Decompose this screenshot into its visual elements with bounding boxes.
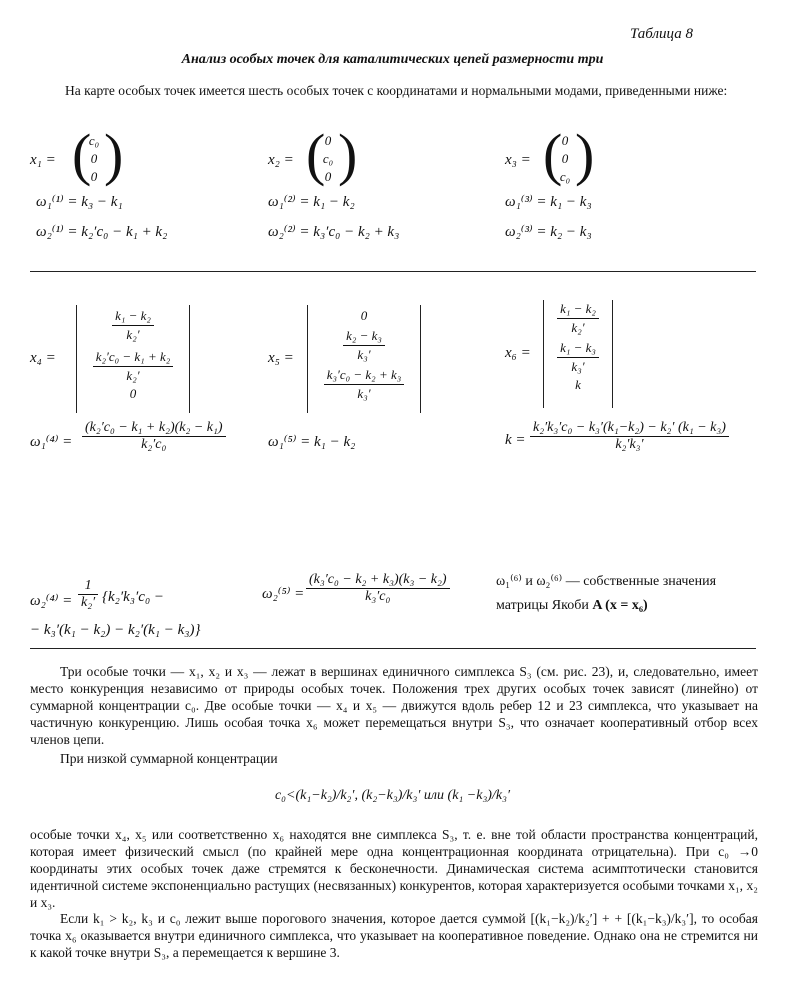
x1-comp-3: 0 (90, 169, 98, 184)
k-fraction (530, 420, 729, 453)
left-paren-icon: ( (543, 122, 563, 187)
x6-comp-1-den: k₂′ (571, 320, 585, 335)
x4-omega1-lhs: ω₁⁽⁴⁾ = (30, 434, 73, 450)
x3-omega1: ω₁⁽³⁾ = k₁ − k₃ (505, 194, 592, 210)
x4-omega2-frac-num: 1 (78, 578, 98, 595)
right-paren-icon: ) (338, 122, 358, 187)
x4-comp-1 (77, 307, 189, 344)
x6-omega-text-2: матрицы Якоби (496, 598, 589, 613)
x6-comp-2-num: k₁ − k₃ (557, 339, 599, 358)
k-num: k₂′k₃′c₀ − k₃′(k₁−k₂) − k₂′ (k₁ − k₃) (530, 420, 729, 437)
x2-vector (318, 132, 338, 186)
x4-omega1-den: k₂′c₀ (141, 437, 167, 452)
x6-comp-2-den: k₃′ (571, 359, 585, 374)
x6-comp-1 (544, 300, 612, 337)
x2-omega1: ω₁⁽²⁾ = k₁ − k₂ (268, 194, 355, 210)
x3-label: x₃ = (505, 152, 531, 168)
x4-label: x₄ = (30, 350, 56, 366)
x5-omega2-den: k₃′c₀ (365, 589, 391, 604)
x3-vector (555, 132, 575, 186)
paragraph-4: Если k₁ > k₂, k₃ и c₀ лежит выше порогового значения, которое дается суммой [(k₁−k₂)/k₂′] + + [(k₁−k₃)/k₃′], то особая точка x₆ оказывается внутри единичного симплекса, что указывает на кооперативное поведение. Однако она не стремится ни к какой точке внутри S₃, а перемещается к вершине 3. (30, 911, 758, 960)
condition-formula: c₀<(k₁−k₂)/k₂′, (k₂−k₃)/k₃′ или (k₁ −k₃)/k₃′ (274, 788, 511, 803)
paragraph-3: особые точки x₄, x₅ или соответственно x₆ находятся вне симплекса S₃, т. е. вне той области пространства концентраций, которая имеет физический смысл (по крайней мере одна концентрационная координата отрицательна). При c₀ →0 координаты этих особых точек даже стремятся к бесконечности. Динамическая система асимптотически становится идентичной системе экспоненциально растущих (несвязанных) конкурентов, которая характеризуется особыми точками x₁, x₂ и x₃. (30, 827, 758, 910)
divider (30, 271, 756, 272)
x5-omega2-num: (k₃′c₀ − k₂ + k₃)(k₃ − k₂) (306, 572, 450, 589)
x6-label: x₆ = (505, 345, 531, 361)
right-paren-icon: ) (104, 122, 124, 187)
x2-label: x₂ = (268, 152, 294, 168)
x4-omega2-line-2: − k₃′(k₁ − k₂) − k₂′(k₁ − k₃)} (30, 622, 201, 638)
x6-omega-text-1: ω₁⁽⁶⁾ и ω₂⁽⁶⁾ — собственные значения (496, 574, 717, 589)
x2-omega2: ω₂⁽²⁾ = k₃′c₀ − k₂ + k₃ (268, 224, 400, 240)
x1-omega2: ω₂⁽¹⁾ = k₂′c₀ − k₁ + k₂ (36, 224, 168, 240)
x1-comp-1: c₀ (88, 133, 100, 148)
x6-comp-1-num: k₁ − k₂ (557, 300, 599, 319)
table-title: Анализ особых точек для каталитических цепей размерности три (181, 52, 604, 67)
x4-comp-2 (77, 348, 189, 385)
x5-vector (307, 305, 421, 413)
right-paren-icon: ) (575, 122, 595, 187)
x6-vector (543, 300, 613, 408)
x6-omega-text-3: A (x = x₆) (592, 598, 648, 613)
x6-omega-description (496, 570, 748, 618)
left-paren-icon: ( (72, 122, 92, 187)
x5-label: x₅ = (268, 350, 294, 366)
x4-omega2-lhs: ω₂⁽⁴⁾ = (30, 593, 73, 609)
x4-omega2-line-1: {k₂′k₃′c₀ − (102, 589, 165, 605)
x3-comp-3: c₀ (559, 169, 571, 184)
x6-comp-2 (544, 339, 612, 376)
x3-comp-2: 0 (561, 151, 569, 166)
k-den: k₂′k₃′ (615, 437, 644, 452)
x3-comp-1: 0 (561, 133, 569, 148)
x2-comp-1: 0 (324, 133, 332, 148)
x6-omega-line-2 (496, 594, 748, 618)
x2-comp-3: 0 (324, 169, 332, 184)
k-lhs: k = (505, 432, 526, 448)
x4-vector (76, 305, 190, 413)
x3-omega2: ω₂⁽³⁾ = k₂ − k₃ (505, 224, 592, 240)
x4-comp-1-num: k₁ − k₂ (112, 307, 154, 326)
paragraph-1: Три особые точки — x₁, x₂ и x₃ — лежат в вершинах единичного симплекса S₃ (см. рис. 23), и, следовательно, имеет место конкуренция независимо от природы особых точек. Положения трех других особых точек зависят (линейно) от суммарной концентрации c₀. Две особые точки — x₄ и x₅ — движутся вдоль ребер 12 и 23 симплекса, что указывает на частичную конкуренцию. Лишь особая точка x₆ может перемещаться внутри S₃, что означает кооперативный отбор всех членов цепи. (30, 664, 758, 747)
x4-comp-2-num: k₂′c₀ − k₁ + k₂ (93, 348, 174, 367)
x5-comp-1: 0 (360, 308, 368, 323)
left-paren-icon: ( (306, 122, 326, 187)
table-number: Таблица 8 (630, 26, 693, 42)
paragraph-2: При низкой суммарной концентрации (60, 751, 278, 766)
x4-comp-3: 0 (129, 386, 137, 401)
x5-comp-2-den: k₃′ (357, 347, 371, 362)
x5-comp-2 (308, 327, 420, 364)
x5-omega2-fraction (306, 572, 450, 605)
x5-comp-3-num: k₃′c₀ − k₂ + k₃ (324, 366, 405, 385)
x5-comp-3 (308, 366, 420, 403)
x5-comp-2-num: k₂ − k₃ (343, 327, 385, 346)
x1-omega1: ω₁⁽¹⁾ = k₃ − k₁ (36, 194, 123, 210)
x5-omega2-lhs: ω₂⁽⁵⁾ = (262, 586, 305, 602)
x5-omega1: ω₁⁽⁵⁾ = k₁ − k₂ (268, 434, 356, 450)
x4-omega1-num: (k₂′c₀ − k₁ + k₂)(k₂ − k₁) (82, 420, 226, 437)
x4-omega1-fraction (82, 420, 226, 453)
x1-vector (84, 132, 104, 186)
x2-comp-2: c₀ (322, 151, 334, 166)
x1-label: x₁ = (30, 152, 56, 168)
intro-paragraph: На карте особых точек имеется шесть особых точек с координатами и нормальными модами, приведенными ниже: (65, 83, 728, 98)
x5-comp-3-den: k₃′ (357, 386, 371, 401)
x4-omega2-frac-den: k₂′ (81, 595, 96, 610)
x1-comp-2: 0 (90, 151, 98, 166)
x4-omega2-fraction (78, 578, 98, 611)
x6-comp-3: k (575, 377, 581, 392)
x4-comp-1-den: k₂′ (126, 327, 140, 342)
divider (30, 648, 756, 649)
x4-comp-2-den: k₂′ (126, 368, 140, 383)
